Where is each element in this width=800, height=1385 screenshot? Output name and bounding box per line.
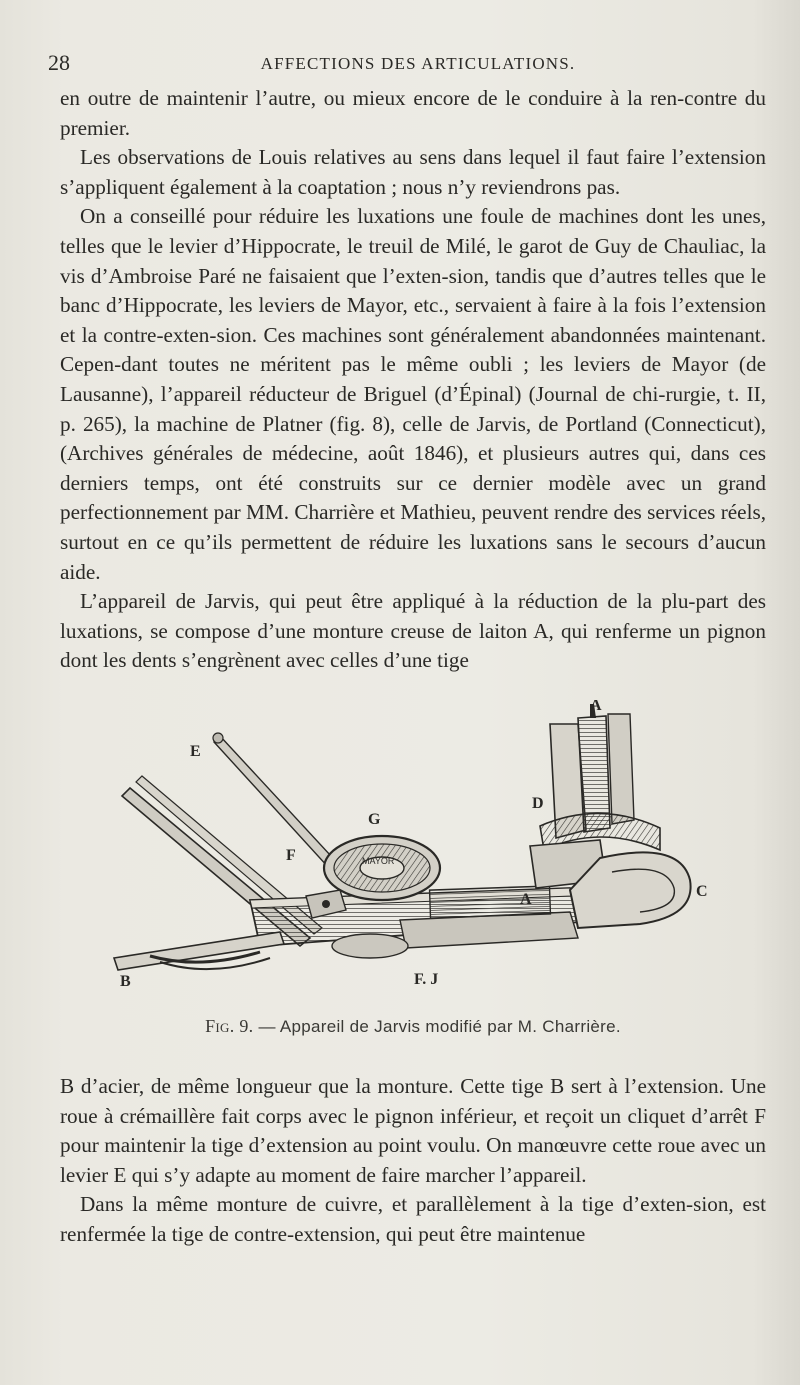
maker-mark: F. J [414,971,439,988]
figure-caption [60,1016,766,1037]
svg-text:MAYOR: MAYOR [362,856,395,866]
apparatus-illustration [100,700,708,988]
body-text-top [60,84,766,676]
body-text-bottom [60,1072,766,1250]
label-b: B [120,973,131,988]
paragraph: en outre de maintenir l’autre, ou mieux encore de le conduire à la ren-contre du premier. [60,86,766,140]
page-header [48,50,768,80]
rod-b [114,932,284,970]
paragraph: B d’acier, de même longueur que la monture. Cette tige B sert à l’extension. Une roue à crémaillère fait corps avec le pignon inférieur, et reçoit un cliquet d’arrêt F pour maintenir la tige d’extension au point voulu. On manœuvre cette roue avec un levier E qui s’y adapte au moment de faire marcher l’appareil. [60,1074,766,1187]
label-d: D [532,795,544,812]
caption-text: — Appareil de Jarvis modifié par M. Charrière. [258,1017,621,1036]
ratchet-wheel-g [324,836,440,900]
paragraph: L’appareil de Jarvis, qui peut être appliqué à la réduction de la plu-part des luxations, se compose d’une monture creuse de laiton A, qui renferme un pignon dont les dents s’engrènent avec celles d’une tige [60,589,766,673]
page-number: 28 [48,50,70,75]
label-f: F [286,847,296,864]
caption-label: Fig. 9. [205,1016,254,1036]
label-g: G [368,811,381,828]
paragraph: Les observations de Louis relatives au sens dans lequel il faut faire l’extension s’appliquent également à la coaptation ; nous n’y reviendrons pas. [60,145,766,199]
paragraph: Dans la même monture de cuivre, et parallèlement à la tige d’exten-sion, est renfermée la tige de contre-extension, qui peut être maintenue [60,1192,766,1246]
label-a: A [520,891,532,908]
label-e: E [190,743,201,760]
label-a-top: A [590,700,602,714]
paragraph: On a conseillé pour réduire les luxations une foule de machines dont les unes, telles que le levier d’Hippocrate, le treuil de Milé, le garot de Guy de Chauliac, la vis d’Ambroise Paré ne faisaient que l’exten-sion, tandis que d’autres telles que le banc d’Hippocrate, les leviers de Mayor, etc., servaient à faire à la fois l’extension et la contre-exten-sion. Ces machines sont généralement abandonnées maintenant. Cepen-dant toutes ne méritent pas le même oubli ; les leviers de Mayor (de Lausanne), l’appareil réducteur de Briguel (d’Épinal) (Journal de chi-rurgie, t. II, p. 265), la machine de Platner (fig. 8), celle de Jarvis, de Portland (Connecticut), (Archives générales de médecine, août 1846), et plusieurs autres qui, dans ces derniers temps, ont été construits sur ce dernier modèle avec un grand perfectionnement par MM. Charrière et Mathieu, peuvent rendre des services réels, surtout en ce qu’ils permettent de réduire les luxations sans le secours d’aucun aide. [60,204,766,584]
label-c: C [696,883,708,900]
running-head: AFFECTIONS DES ARTICULATIONS. [260,54,576,73]
figure-jarvis-apparatus [100,700,708,988]
